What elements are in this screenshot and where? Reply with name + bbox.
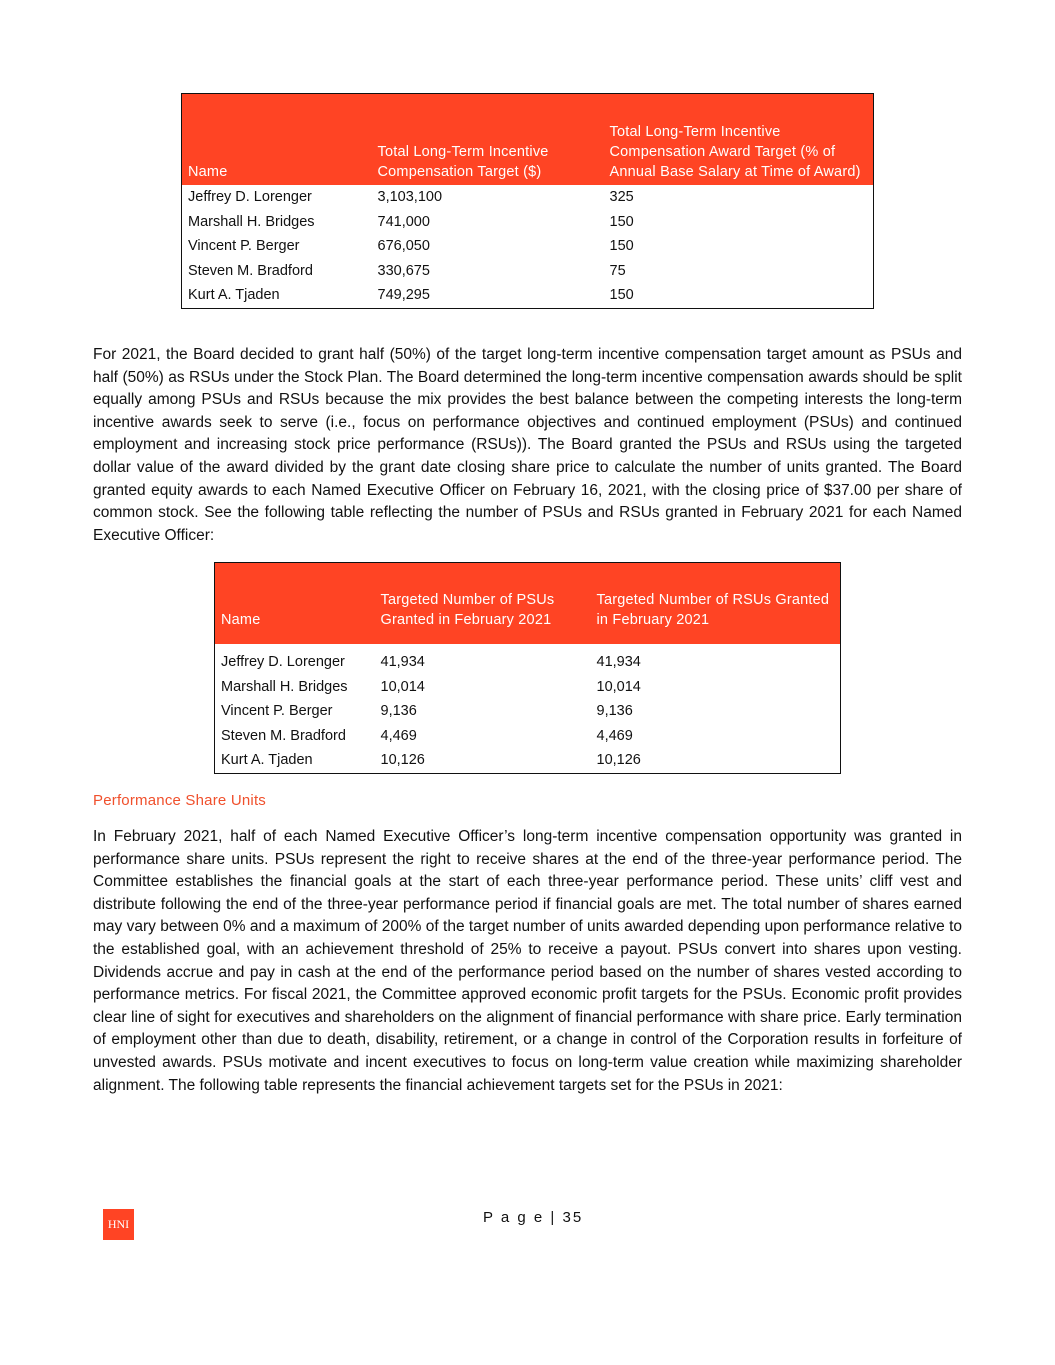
psu-rsu-grant-table <box>214 562 841 774</box>
table-cell: 150 <box>609 213 634 230</box>
table-cell: 41,934 <box>380 654 425 671</box>
table-cell: Vincent P. Berger <box>221 703 333 720</box>
table-cell: 325 <box>609 189 634 206</box>
table-cell: 41,934 <box>596 654 641 671</box>
psu-paragraph: In February 2021, half of each Named Executive Officer’s long-term incentive compensation opportunity was granted in performance share units. PSUs represent the right to receive shares at the end of the three-year performance period. The Committee establishes the financial goals at the start of each three-year performance period. These units’ cliff vest and distribute following the end of the three-year performance period if financial goals are met. The total number of shares earned may vary between 0% and a maximum of 200% of the target number of units awarded depending upon performance relative to the established goal, with an achievement threshold of 25% to receive a payout. PSUs convert into shares upon vesting. Dividends accrue and pay in cash at the end of the performance period based on the number of shares vested according to performance metrics. For fiscal 2021, the Committee approved economic profit targets for the PSUs. Economic profit provides clear line of sight for executives and shareholders on the alignment of financial performance with share price. Early termination of employment other than due to death, disability, retirement, or a change in control of the Corporation results in forfeiture of unvested awards. PSUs motivate and incent executives to focus on long-term value creation while maximizing shareholder alignment. The following table represents the financial achievement targets set for the PSUs in 2021: <box>93 828 962 1094</box>
table-cell: Steven M. Bradford <box>188 262 313 279</box>
table-header-row <box>182 94 874 186</box>
grant-paragraph: For 2021, the Board decided to grant half (50%) of the target long-term incentive compensation target amount as PSUs and half (50%) as RSUs under the Stock Plan. The Board determined the long-term incentive compensation awards should be split equally among PSUs and RSUs because the mix provides the best balance between the competing interests the long-term incentive awards seek to serve (i.e., focus on performance objectives and continued employment (PSUs) and continued employment and increasing stock price performance (RSUs)). The Board granted the PSUs and RSUs using the targeted dollar value of the award divided by the grant date closing share price to calculate the number of units granted. The Board granted equity awards to each Named Executive Officer on February 16, 2021, with the closing price of $37.00 per share of common stock. See the following table reflecting the number of PSUs and RSUs granted in February 2021 for each Named Executive Officer: <box>93 346 962 544</box>
table-row <box>215 644 841 675</box>
table-cell: 10,014 <box>380 678 425 695</box>
hni-logo: HNI <box>103 1209 134 1240</box>
table-cell: 330,675 <box>377 262 430 279</box>
table-cell: 150 <box>609 287 634 304</box>
table-cell: 9,136 <box>596 703 633 720</box>
column-header-rsus: Targeted Number of RSUs Granted in February 2021 <box>591 563 841 645</box>
column-header-name: Name <box>182 94 372 186</box>
table-cell: 150 <box>609 238 634 255</box>
table-cell: 10,014 <box>596 678 641 695</box>
page-number: P a g e | 35 <box>483 1209 584 1226</box>
table-cell: 10,126 <box>380 752 425 769</box>
table-row <box>182 234 874 259</box>
table-cell: 4,469 <box>596 727 633 744</box>
column-header-target-percent: Total Long-Term Incentive Compensation Award Target (% of Annual Base Salary at Time of Award) <box>604 94 874 186</box>
table-cell: Marshall H. Bridges <box>221 678 348 695</box>
ltic-target-table <box>181 93 874 309</box>
table-cell: Marshall H. Bridges <box>188 213 315 230</box>
table-cell: Jeffrey D. Lorenger <box>221 654 345 671</box>
table-cell: 4,469 <box>380 727 417 744</box>
table-cell: 75 <box>609 262 626 279</box>
table-cell: 676,050 <box>377 238 430 255</box>
column-header-name: Name <box>215 563 375 645</box>
table-cell: 10,126 <box>596 752 641 769</box>
table-cell: 9,136 <box>380 703 417 720</box>
table-row <box>215 675 841 700</box>
table-cell: Kurt A. Tjaden <box>188 287 280 304</box>
column-header-target-dollars: Total Long-Term Incentive Compensation Target ($) <box>372 94 604 186</box>
section-heading: Performance Share Units <box>93 792 267 809</box>
table-row <box>215 724 841 749</box>
table-row <box>182 283 874 308</box>
table-cell: 3,103,100 <box>377 189 443 206</box>
table-row <box>182 210 874 235</box>
table-cell: Kurt A. Tjaden <box>221 752 313 769</box>
table-row <box>182 185 874 210</box>
column-header-psus: Targeted Number of PSUs Granted in February 2021 <box>375 563 591 645</box>
table-cell: 741,000 <box>377 213 430 230</box>
table-header-row <box>215 563 841 645</box>
table-row <box>182 259 874 284</box>
table-row <box>215 699 841 724</box>
table-row <box>215 748 841 773</box>
table-cell: Vincent P. Berger <box>188 238 300 255</box>
table-cell: 749,295 <box>377 287 430 304</box>
table-cell: Steven M. Bradford <box>221 727 346 744</box>
table-cell: Jeffrey D. Lorenger <box>188 189 312 206</box>
